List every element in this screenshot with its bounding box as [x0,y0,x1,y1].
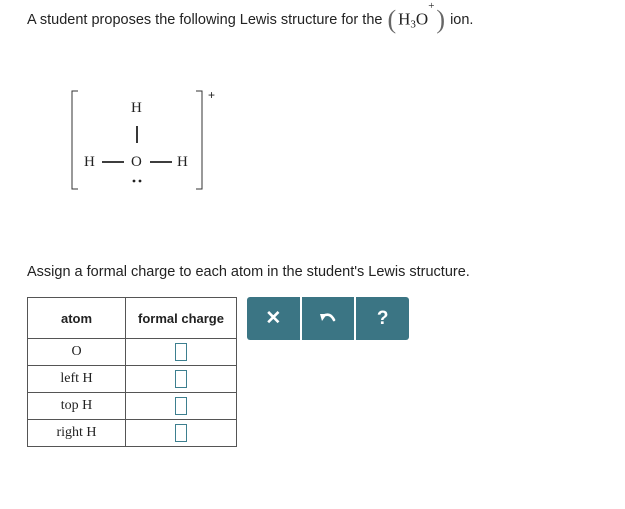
question-suffix: ion. [450,11,474,28]
table-row [28,366,237,393]
atom-cell: top H [28,393,126,420]
instruction-text: Assign a formal charge to each atom in the student's Lewis structure. [27,264,470,280]
answer-toolbar [247,297,409,340]
question-intro: A student proposes the following Lewis structure for the [27,11,383,28]
right-paren: ) [436,4,446,34]
hydronium-formula [396,0,436,34]
help-button[interactable] [354,297,409,340]
atom-right-h: H [177,154,188,170]
left-paren: ( [387,4,397,34]
close-icon: ✕ [265,308,282,329]
formal-charge-input-top-h[interactable] [175,397,187,415]
question-text [27,0,474,34]
formula-charge: + [428,0,435,12]
undo-button[interactable] [300,297,355,340]
lewis-bonds [68,85,218,195]
charge-cell [126,393,237,420]
left-bracket [72,91,78,189]
table-row [28,339,237,366]
formal-charge-table [27,297,237,447]
atom-top-h: H [131,100,142,116]
lone-pair-dot [133,180,136,183]
formal-charge-input-right-h[interactable] [175,424,187,442]
undo-icon [318,311,338,327]
atom-left-h: H [84,154,95,170]
bracket-charge: + [208,88,216,102]
charge-cell [126,339,237,366]
clear-button[interactable] [247,297,300,340]
table-row [28,420,237,447]
right-bracket [196,91,202,189]
charge-cell [126,420,237,447]
formal-charge-input-left-h[interactable] [175,370,187,388]
formula-h: H [398,9,411,29]
lone-pair-dot [139,180,142,183]
atom-cell: left H [28,366,126,393]
atom-cell: right H [28,420,126,447]
charge-cell [126,366,237,393]
help-icon: ? [376,307,389,329]
header-atom: atom [28,298,126,339]
formula-subscript: 3 [410,18,416,31]
atom-center-o: O [131,154,142,170]
formula-box [387,0,446,34]
formal-charge-input-o[interactable] [175,343,187,361]
formula-o: O [415,9,429,29]
lewis-structure [68,85,218,195]
atom-cell: O [28,339,126,366]
table-row [28,393,237,420]
table-header-row [28,298,237,339]
header-formal-charge: formal charge [126,298,237,339]
